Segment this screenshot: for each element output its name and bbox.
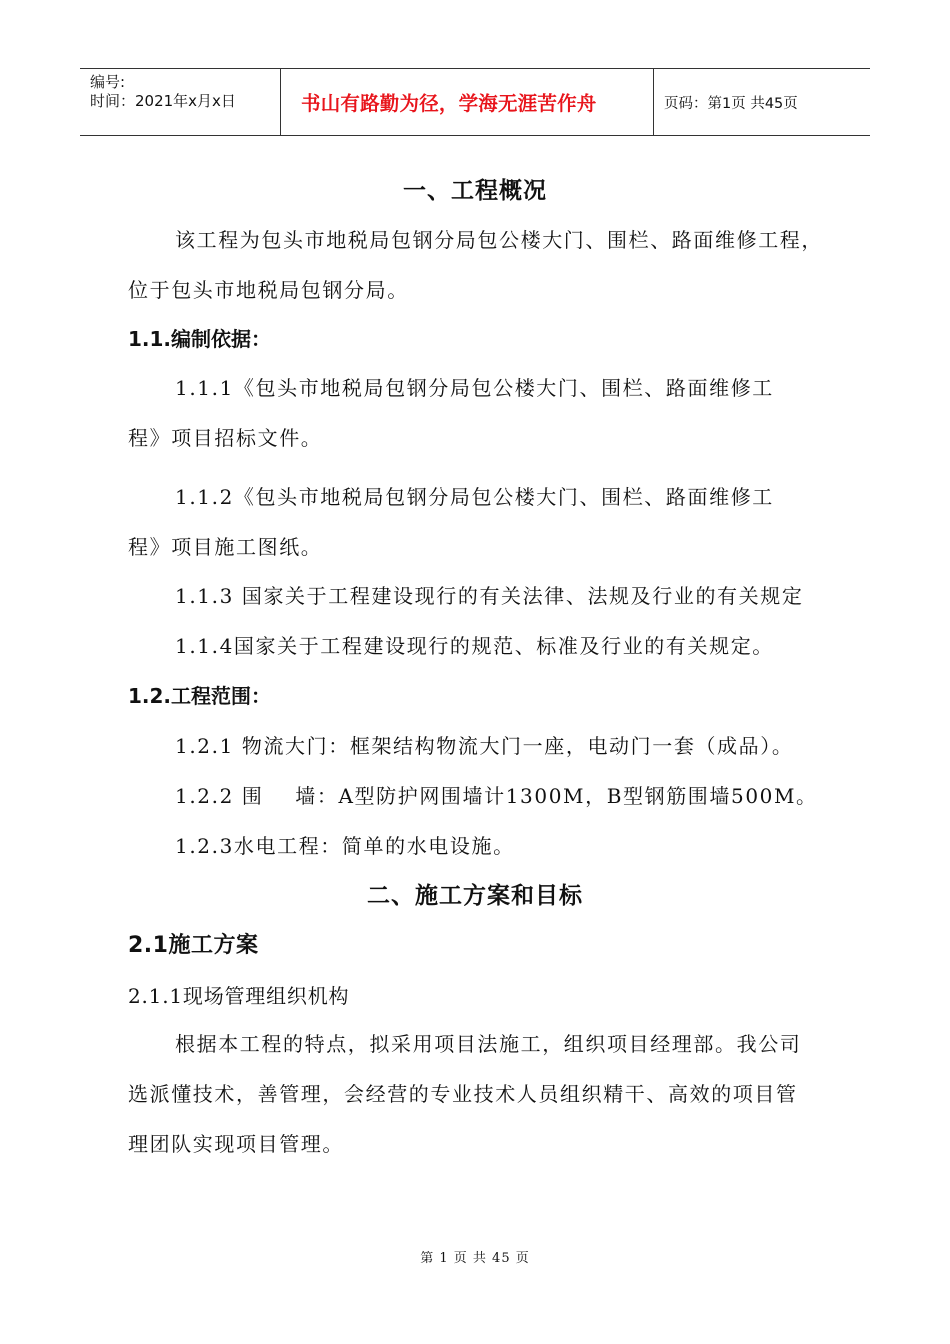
heading-compilation-basis: 1.1.编制依据： — [128, 327, 272, 351]
item-1-1-3: 1.1.3 国家关于工程建设现行的有关法律、法规及行业的有关规定 — [175, 584, 804, 608]
page-footer: 第 1 页 共 45 页 — [420, 1251, 530, 1266]
item-1-1-1-line-2: 程》项目招标文件。 — [128, 426, 323, 450]
org-paragraph-line-2: 选派懂技术，善管理，会经营的专业技术人员组织精干、高效的项目管 — [128, 1082, 798, 1106]
org-paragraph-line-3: 理团队实现项目管理。 — [128, 1132, 344, 1156]
header-meta-cell — [80, 69, 281, 135]
header-page-cell — [654, 69, 870, 135]
item-1-1-1-line-1: 1.1.1《包头市地税局包钢分局包公楼大门、围栏、路面维修工 — [175, 376, 774, 400]
item-1-2-2: 1.2.2 围 墙：A型防护网围墙计1300M，B型钢筋围墙500M。 — [175, 784, 818, 808]
overview-paragraph-line-1: 该工程为包头市地税局包钢分局包公楼大门、围栏、路面维修工程， — [175, 228, 823, 252]
overview-paragraph-line-2: 位于包头市地税局包钢分局。 — [128, 278, 409, 302]
section-title-overview: 一、工程概况 — [403, 178, 547, 204]
item-1-2-1: 1.2.1 物流大门：框架结构物流大门一座，电动门一套（成品）。 — [175, 734, 794, 758]
section-title-construction-plan: 二、施工方案和目标 — [367, 883, 583, 909]
item-1-1-2-line-2: 程》项目施工图纸。 — [128, 535, 323, 559]
page-info: 页码：第1页 共45页 — [664, 95, 798, 112]
item-1-1-2-line-1: 1.1.2《包头市地税局包钢分局包公楼大门、围栏、路面维修工 — [175, 485, 774, 509]
serial-number-label: 编号: — [90, 73, 126, 91]
heading-project-scope: 1.2.工程范围： — [128, 684, 272, 708]
page-header — [80, 68, 870, 136]
org-paragraph-line-1: 根据本工程的特点，拟采用项目法施工，组织项目经理部。我公司 — [175, 1032, 802, 1056]
header-motto-cell — [281, 69, 654, 135]
item-1-2-3: 1.2.3水电工程：简单的水电设施。 — [175, 834, 515, 858]
motto-text: 书山有路勤为径，学海无涯苦作舟 — [301, 92, 597, 115]
time-label: 时间：2021年x月x日 — [90, 92, 236, 110]
heading-site-management-org: 2.1.1现场管理组织机构 — [128, 984, 350, 1008]
heading-construction-plan: 2.1施工方案 — [128, 933, 259, 958]
item-1-1-4: 1.1.4国家关于工程建设现行的规范、标准及行业的有关规定。 — [175, 634, 774, 658]
